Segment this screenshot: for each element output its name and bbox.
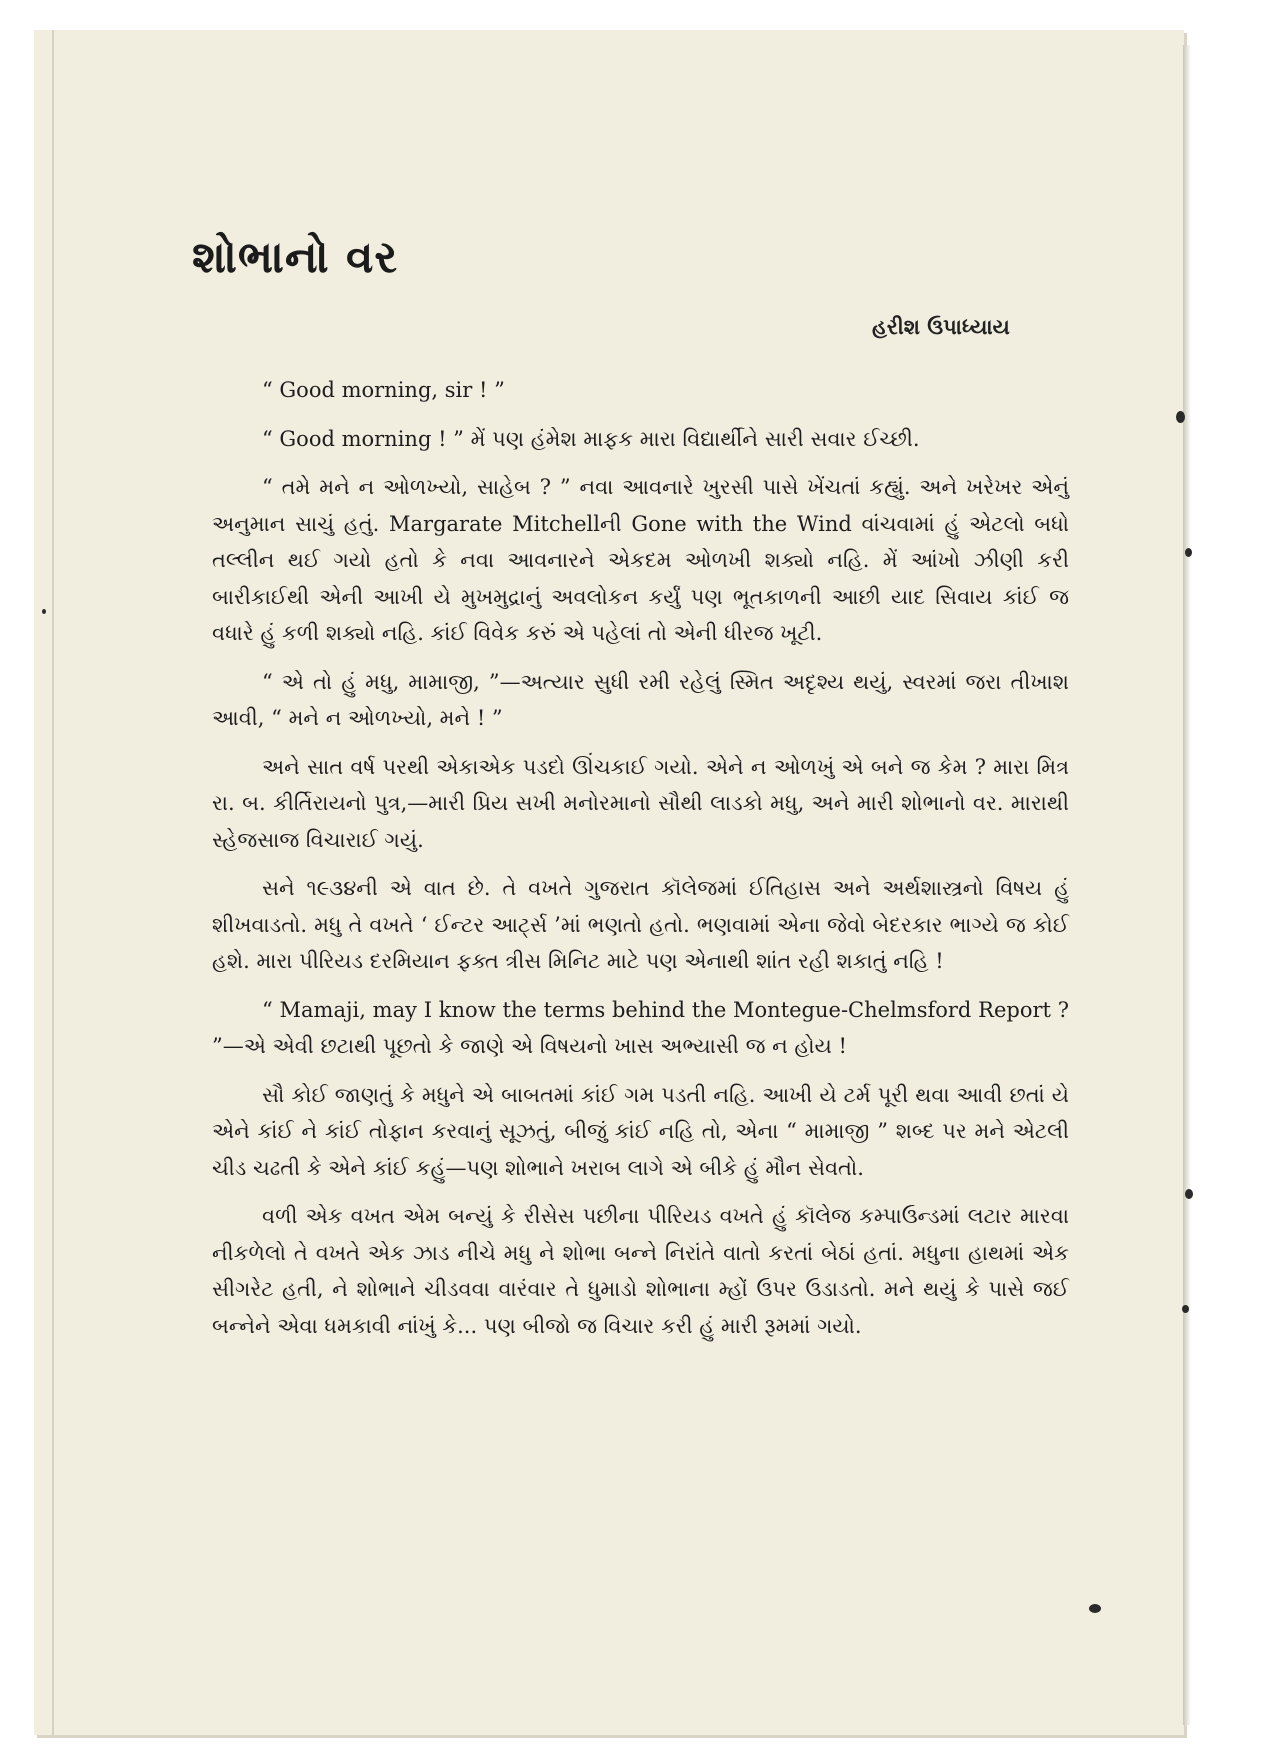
story-title: શોભાનો વર xyxy=(192,232,399,283)
paragraph: અને સાત વર્ષ પરથી એકાએક પડદો ઊંચકાઈ ગયો. એને ન ઓળખું એ બને જ કેમ ? મારા મિત્ર રા. બ. કીર્તિરાયનો પુત્ર,—મારી પ્રિય સખી મનોરમાનો સૌથી લાડકો મધુ, અને મારી શોભાનો વર. મારાથી સ્હેજસાજ વિચારાઈ ગયું. xyxy=(212,754,1069,852)
page-margin-line xyxy=(52,30,54,1735)
binding-hole xyxy=(1185,1189,1193,1199)
story-body xyxy=(212,372,1069,1354)
paragraph: “ Good morning ! ” મેં પણ હંમેશ માફક મારા વિદ્યાર્થીને સારી સવાર ઈચ્છી. xyxy=(262,426,920,451)
binding-hole xyxy=(1176,411,1185,423)
paragraph: વળી એક વખત એમ બન્યું કે રીસેસ પછીના પીરિયડ વખતે હું કૉલેજ કમ્પાઉન્ડમાં લટાર મારવા નીકળેલો તે વખતે એક ઝાડ નીચે મધુ ને શોભા બન્ને નિરાંતે વાતો કરતાં બેઠાં હતાં. મધુના હાથમાં એક સીગરેટ હતી, ને શોભાને ચીડવવા વારંવાર તે ધુમાડો શોભાના મ્હોં ઉપર ઉડાડતો. મને થયું કે પાસે જઈ બન્નેને એવા ધમકાવી નાંખું કે... પણ બીજો જ વિચાર કરી હું મારી રૂમમાં ગયો. xyxy=(212,1204,1069,1338)
paragraph: “ Good morning, sir ! ” xyxy=(262,378,505,402)
binding-hole xyxy=(1089,1604,1101,1613)
paragraph: “ તમે મને ન ઓળખ્યો, સાહેબ ? ” નવા આવનારે ખુરસી પાસે ખેંચતાં કહ્યું. અને ખરેખર એનું અનુમાન સાચું હતું. Margarate Mitchellની Gone with the Wind વાંચવામાં હું એટલો બધો તલ્લીન થઈ ગયો હતો કે નવા આવનારને એકદમ ઓળખી શક્યો નહિ. મેં આંખો ઝીણી કરી બારીકાઈથી એની આખી યે મુખમુદ્રાનું અવલોકન કર્યું પણ ભૂતકાળની આછી યાદ સિવાય કાંઈ જ વધારે હું કળી શક્યો નહિ. કાંઈ વિવેક કરું એ પહેલાં તો એની ધીરજ ખૂટી. xyxy=(212,475,1069,645)
paper-speck xyxy=(42,609,46,614)
binding-hole xyxy=(1182,1305,1189,1313)
paragraph: “ Mamaji, may I know the terms behind the Montegue-Chelmsford Report ? ”—એ એવી છટાથી પૂછતો કે જાણે એ વિષયનો ખાસ અભ્યાસી જ ન હોય ! xyxy=(212,997,1069,1058)
author-name: હરીશ ઉપાધ્યાય xyxy=(872,314,1010,339)
page-edge xyxy=(1183,45,1191,1725)
binding-hole xyxy=(1185,548,1192,557)
paragraph: “ એ તો હું મધુ, મામાજી, ”—અત્યાર સુધી રમી રહેલું સ્મિત અદૃશ્ય થયું, સ્વરમાં જરા તીખાશ આવી, “ મને ન ઓળખ્યો, મને ! ” xyxy=(212,669,1069,730)
paragraph: સને ૧૯૩૪ની એ વાત છે. તે વખતે ગુજરાત કૉલેજમાં ઈતિહાસ અને અર્થશાસ્ત્રનો વિષય હું શીખવાડતો. મધુ તે વખતે ‘ ઈન્ટર આર્ટ્સ ’માં ભણતો હતો. ભણવામાં એના જેવો બેદરકાર ભાગ્યે જ કોઈ હશે. મારા પીરિયડ દરમિયાન ફક્ત ત્રીસ મિનિટ માટે પણ એનાથી શાંત રહી શકાતું નહિ ! xyxy=(212,876,1069,973)
paragraph: સૌ કોઈ જાણતું કે મધુને એ બાબતમાં કાંઈ ગમ પડતી નહિ. આખી યે ટર્મ પૂરી થવા આવી છતાં યે એને કાંઈ ને કાંઈ તોફાન કરવાનું સૂઝતું, બીજું કાંઈ નહિ તો, એના “ મામાજી ” શબ્દ પર મને એટલી ચીડ ચઢતી કે એને કાંઈ કહું—પણ શોભાને ખરાબ લાગે એ બીકે હું મૌન સેવતો. xyxy=(212,1082,1069,1180)
